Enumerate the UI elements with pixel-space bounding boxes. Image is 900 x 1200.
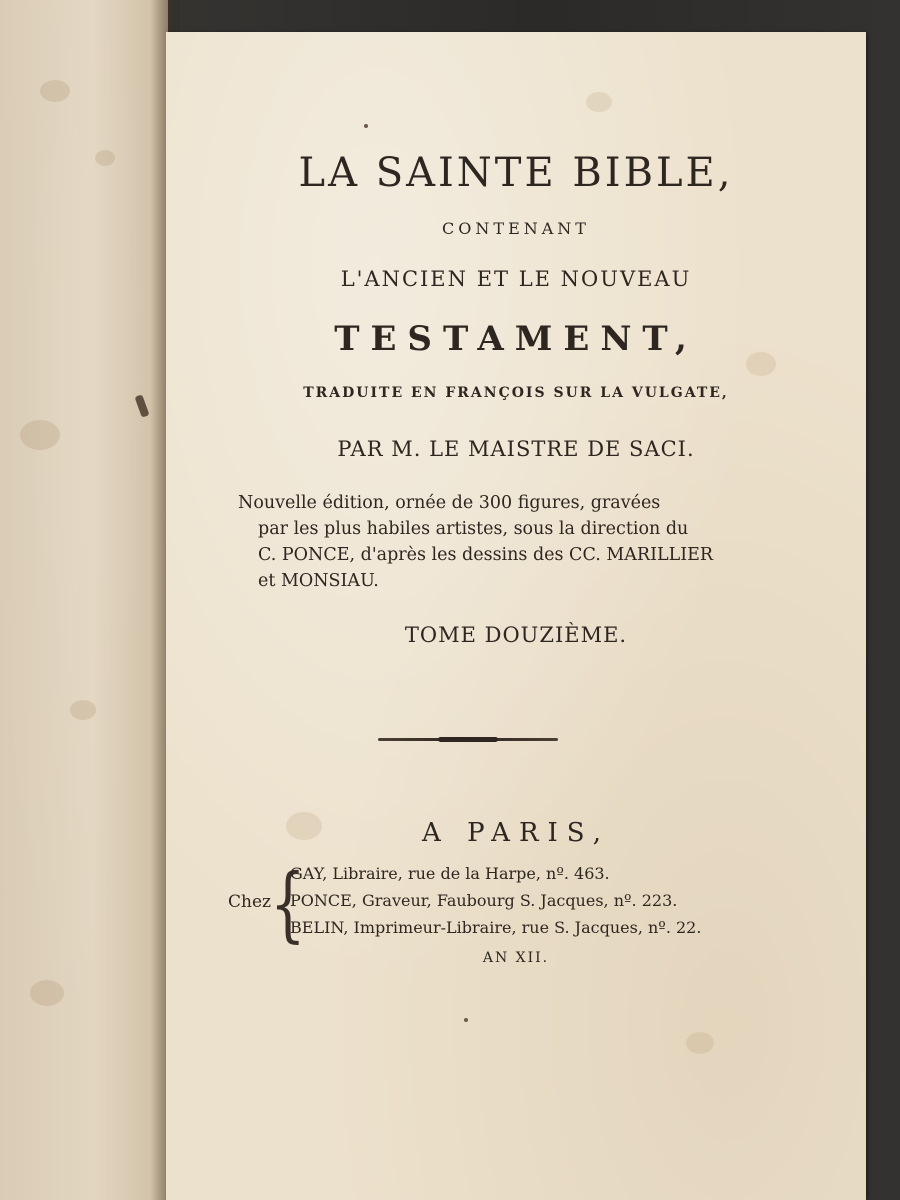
foxing-spot [70,700,96,720]
foxing-spot [686,1032,714,1054]
ink-dot [464,1018,468,1022]
subtitle-contenant: CONTENANT [442,219,590,238]
chez-label: Chez [228,892,271,912]
ink-dot [364,124,368,128]
publisher-line: PONCE, Graveur, Faubourg S. Jacques, nº. 223. [290,891,678,910]
edition-note [238,490,798,594]
imprint-city: A PARIS, [422,818,610,848]
publisher-line: BELIN, Imprimeur-Libraire, rue S. Jacques, nº. 22. [290,918,702,937]
translation-note: TRADUITE EN FRANÇOIS SUR LA VULGATE, [303,385,729,401]
publishers-block [228,857,848,952]
publisher-line: GAY, Libraire, rue de la Harpe, nº. 463. [290,864,610,883]
subtitle-ancien-nouveau: L'ANCIEN ET LE NOUVEAU [340,267,692,291]
foxing-spot [40,80,70,102]
foxing-spot [95,150,115,166]
imprint-year: AN XII. [482,950,550,966]
volume-label: TOME DOUZIÈME. [404,623,628,647]
book-title: LA SAINTE BIBLE, [298,150,734,196]
subtitle-testament: TESTAMENT, [334,319,698,359]
edition-note-line: C. PONCE, d'après les dessins des CC. MARILLIER [258,545,714,565]
left-facing-page [0,0,168,1200]
foxing-spot [586,92,612,112]
foxing-spot [20,420,60,450]
brace-icon: { [270,857,306,952]
ink-mark [134,394,149,417]
translator-line: PAR M. LE MAISTRE DE SACI. [337,437,695,461]
decorative-rule [378,738,558,741]
foxing-spot [30,980,64,1006]
title-page [166,32,866,1200]
edition-note-line: Nouvelle édition, ornée de 300 figures, gravées [238,493,661,513]
edition-note-line: par les plus habiles artistes, sous la direction du [258,519,689,539]
edition-note-line: et MONSIAU. [258,571,379,591]
